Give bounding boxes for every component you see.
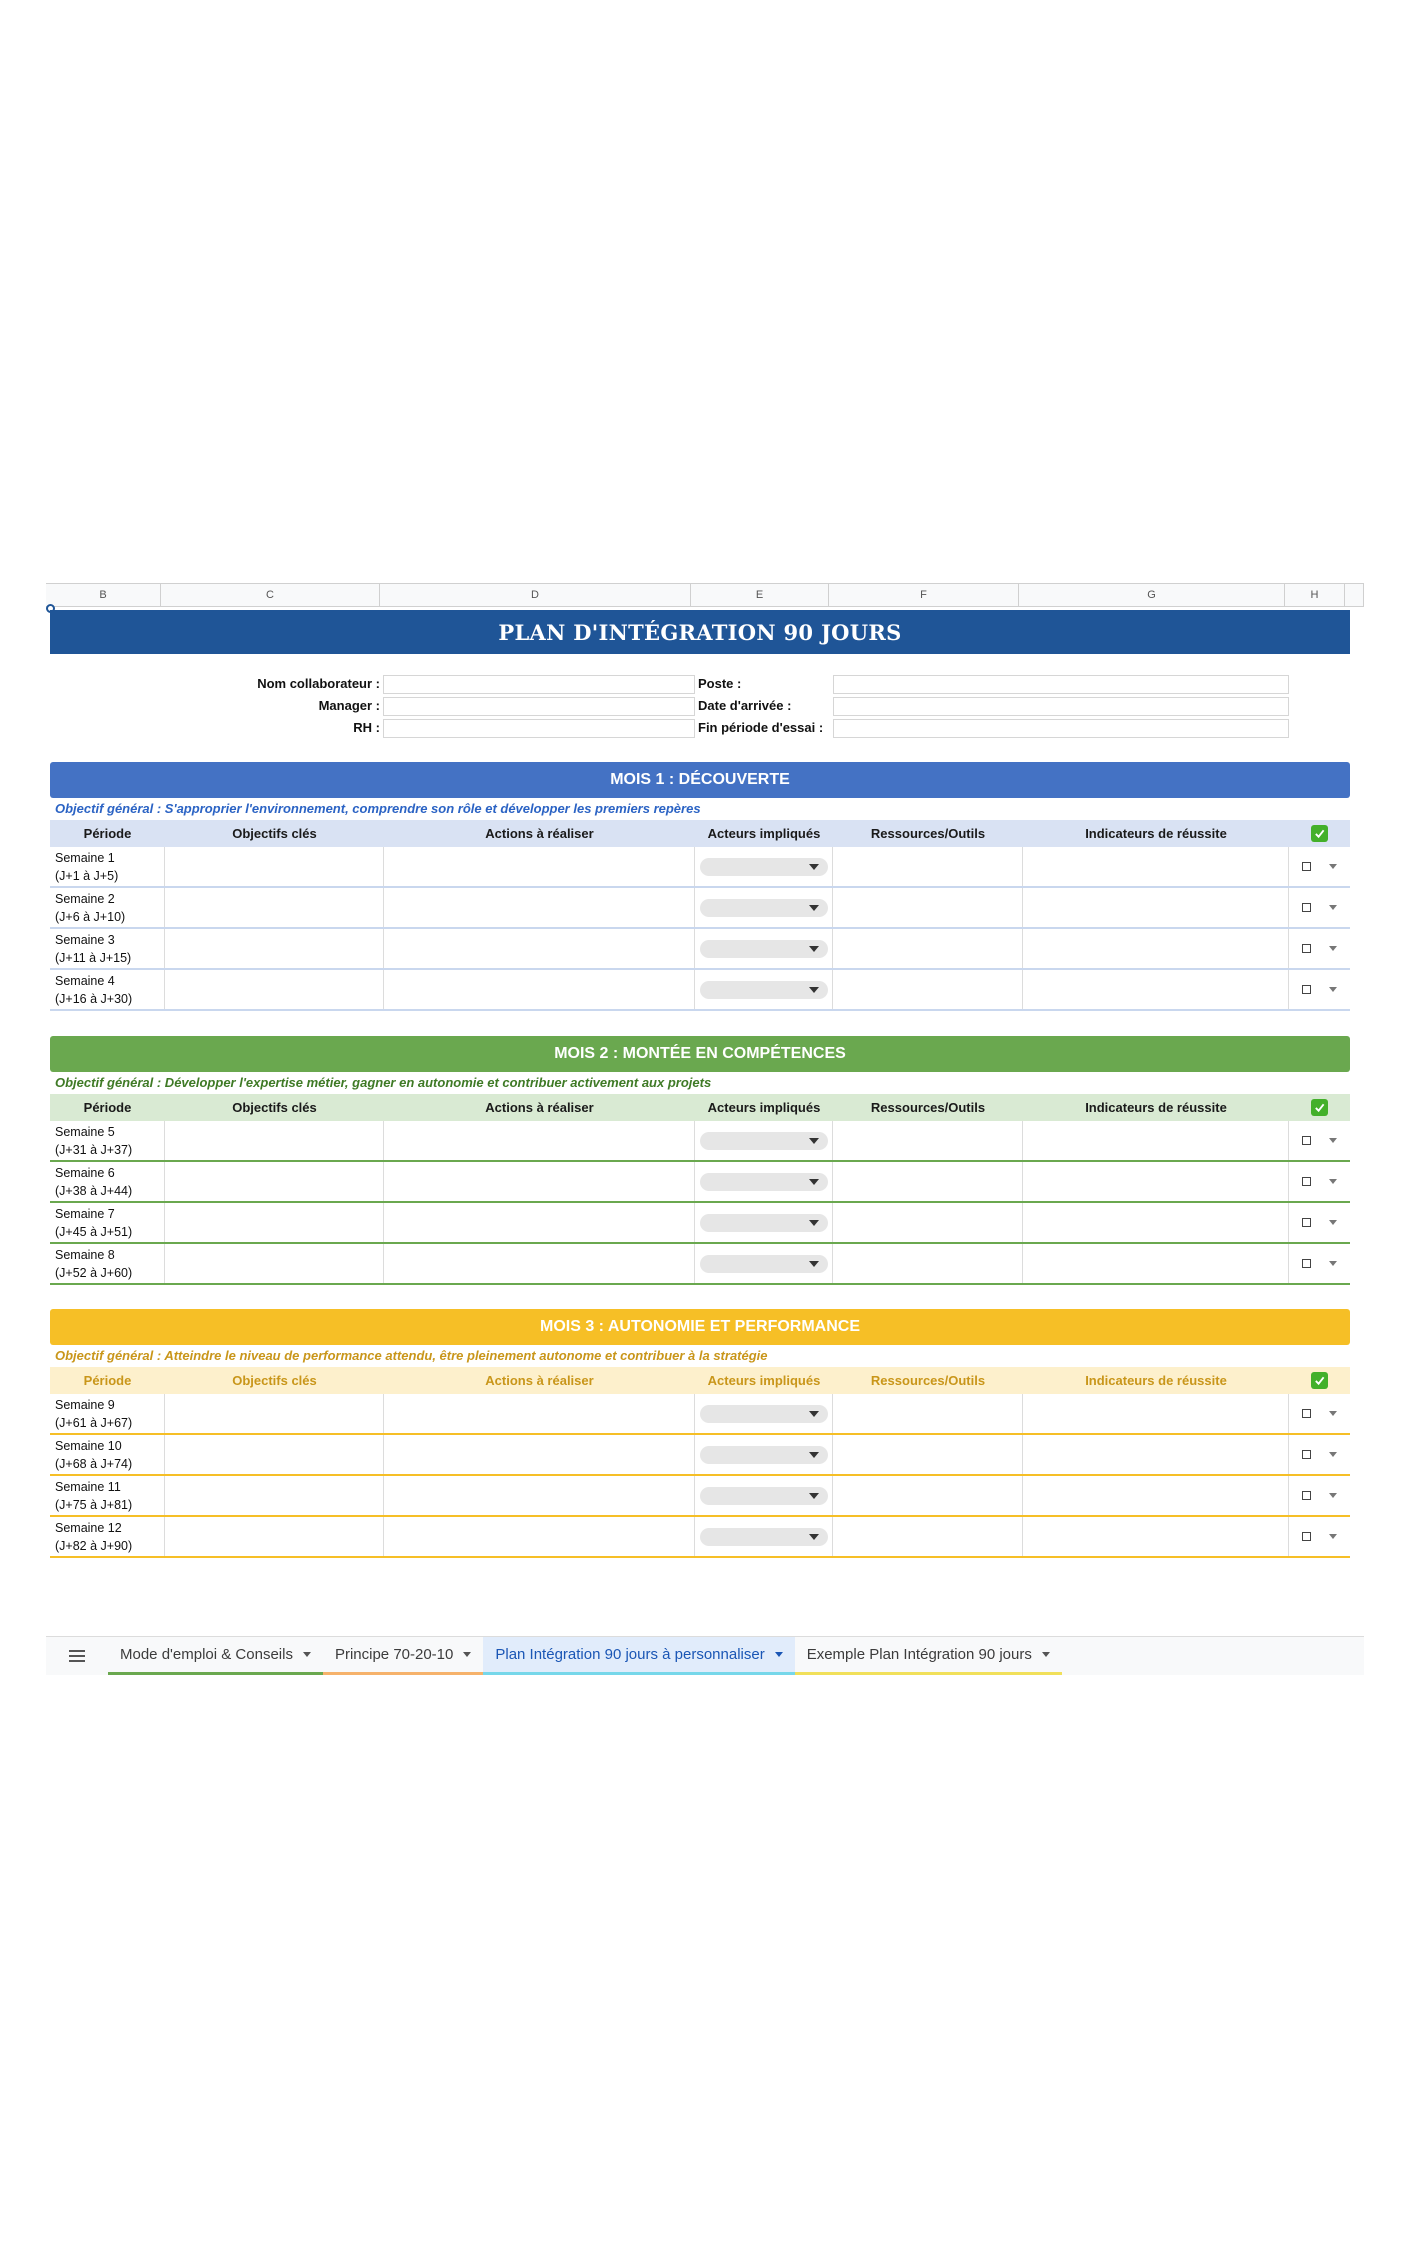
chevron-down-icon: [809, 946, 819, 952]
nom-collaborateur-label: Nom collaborateur :: [257, 676, 380, 691]
checkbox-icon[interactable]: [1302, 1218, 1311, 1227]
acteurs-cell[interactable]: [695, 1121, 833, 1160]
ressources-cell[interactable]: [833, 929, 1023, 968]
header-objectifs: Objectifs clés: [232, 1373, 317, 1388]
column-header-f[interactable]: F: [829, 584, 1019, 606]
table-row: [50, 888, 1350, 929]
header-ressources: Ressources/Outils: [870, 1100, 986, 1115]
month-3-banner: MOIS 3 : AUTONOMIE ET PERFORMANCE: [50, 1309, 1350, 1345]
poste-label: Poste :: [698, 676, 742, 691]
indicateurs-cell[interactable]: [1023, 970, 1289, 1009]
period-cell[interactable]: [50, 1162, 165, 1201]
table-row: [50, 1244, 1350, 1285]
status-cell[interactable]: [1289, 1121, 1349, 1160]
header-objectifs: Objectifs clés: [232, 1100, 317, 1115]
table-row: [50, 1394, 1350, 1435]
period-cell[interactable]: [50, 1476, 165, 1515]
week-range: (J+6 à J+10): [55, 910, 126, 924]
acteurs-dropdown[interactable]: [700, 1255, 828, 1273]
tab-label: Exemple Plan Intégration 90 jours: [806, 1646, 1032, 1663]
acteurs-cell[interactable]: [695, 888, 833, 927]
header-periode: Période: [83, 1373, 132, 1388]
period-cell[interactable]: [50, 970, 165, 1009]
table-row: [50, 970, 1350, 1011]
week-range: (J+1 à J+5): [55, 869, 119, 883]
week-label: Semaine 1: [55, 851, 115, 865]
objectifs-cell[interactable]: [165, 1517, 384, 1556]
nom-collaborateur-field[interactable]: [383, 675, 695, 694]
header-indicateurs: Indicateurs de réussite: [1085, 1373, 1227, 1388]
status-cell[interactable]: [1289, 1162, 1349, 1201]
month-1-banner: MOIS 1 : DÉCOUVERTE: [50, 762, 1350, 798]
table-row: [50, 847, 1350, 888]
checkbox-icon[interactable]: [1302, 1136, 1311, 1145]
month-3-section: [50, 1309, 1350, 1558]
status-cell[interactable]: [1289, 1244, 1349, 1283]
checkbox-icon[interactable]: [1302, 985, 1311, 994]
table-row: [50, 1435, 1350, 1476]
week-label: Semaine 10: [55, 1439, 122, 1453]
status-cell[interactable]: [1289, 1394, 1349, 1433]
table-row: [50, 1162, 1350, 1203]
acteurs-cell[interactable]: [695, 1435, 833, 1474]
month-3-table-header: [50, 1367, 1350, 1394]
table-row: [50, 1121, 1350, 1162]
indicateurs-cell[interactable]: [1023, 1394, 1289, 1433]
chevron-down-icon: [809, 987, 819, 993]
column-header-extra[interactable]: [1345, 584, 1364, 606]
acteurs-cell[interactable]: [695, 847, 833, 886]
month-3-objective: Objectif général : Atteindre le niveau de performance attendu, être pleinement autonome et contribuer à la stratégie: [55, 1348, 768, 1363]
ressources-cell[interactable]: [833, 1121, 1023, 1160]
week-range: (J+52 à J+60): [55, 1266, 133, 1280]
actions-cell[interactable]: [384, 970, 695, 1009]
column-header-row: [46, 583, 1364, 607]
status-cell[interactable]: [1289, 970, 1349, 1009]
week-range: (J+68 à J+74): [55, 1457, 133, 1471]
indicateurs-cell[interactable]: [1023, 1203, 1289, 1242]
sheet-tabs-bar: [46, 1636, 1364, 1675]
ressources-cell[interactable]: [833, 847, 1023, 886]
acteurs-cell[interactable]: [695, 1203, 833, 1242]
column-header-g[interactable]: G: [1019, 584, 1285, 606]
ressources-cell[interactable]: [833, 1476, 1023, 1515]
period-cell[interactable]: [50, 1244, 165, 1283]
acteurs-dropdown[interactable]: [700, 858, 828, 876]
status-cell[interactable]: [1289, 929, 1349, 968]
acteurs-dropdown[interactable]: [700, 1446, 828, 1464]
check-mark-icon: [1311, 1099, 1328, 1116]
chevron-down-icon[interactable]: [1329, 864, 1337, 869]
period-cell[interactable]: [50, 1121, 165, 1160]
actions-cell[interactable]: [384, 1476, 695, 1515]
chevron-down-icon: [809, 1493, 819, 1499]
tab-label: Mode d'emploi & Conseils: [120, 1646, 293, 1663]
period-cell[interactable]: [50, 1435, 165, 1474]
month-2-banner: MOIS 2 : MONTÉE EN COMPÉTENCES: [50, 1036, 1350, 1072]
indicateurs-cell[interactable]: [1023, 1162, 1289, 1201]
actions-cell[interactable]: [384, 1394, 695, 1433]
fin-periode-essai-field[interactable]: [833, 719, 1289, 738]
tab-exemple-plan[interactable]: [795, 1637, 1062, 1675]
status-cell[interactable]: [1289, 847, 1349, 886]
all-sheets-menu-icon[interactable]: [46, 1637, 108, 1675]
checkbox-icon[interactable]: [1302, 1491, 1311, 1500]
week-range: (J+82 à J+90): [55, 1539, 133, 1553]
objectifs-cell[interactable]: [165, 1435, 384, 1474]
actions-cell[interactable]: [384, 1162, 695, 1201]
tab-principe-70-20-10[interactable]: [323, 1637, 483, 1675]
chevron-down-icon[interactable]: [1329, 1411, 1337, 1416]
chevron-down-icon: [809, 1179, 819, 1185]
week-label: Semaine 7: [55, 1207, 115, 1221]
objectifs-cell[interactable]: [165, 1394, 384, 1433]
week-range: (J+16 à J+30): [55, 992, 133, 1006]
week-label: Semaine 4: [55, 974, 115, 988]
period-cell[interactable]: [50, 888, 165, 927]
chevron-down-icon[interactable]: [463, 1652, 471, 1657]
header-acteurs: Acteurs impliqués: [707, 1373, 821, 1388]
chevron-down-icon: [809, 1261, 819, 1267]
acteurs-dropdown[interactable]: [700, 940, 828, 958]
column-header-d[interactable]: D: [380, 584, 691, 606]
week-range: (J+38 à J+44): [55, 1184, 133, 1198]
month-1-objective: Objectif général : S'approprier l'environnement, comprendre son rôle et développer les premiers repères: [55, 801, 701, 816]
actions-cell[interactable]: [384, 929, 695, 968]
chevron-down-icon[interactable]: [1329, 1179, 1337, 1184]
week-range: (J+45 à J+51): [55, 1225, 133, 1239]
manager-label: Manager :: [318, 698, 380, 713]
status-cell[interactable]: [1289, 888, 1349, 927]
indicateurs-cell[interactable]: [1023, 847, 1289, 886]
actions-cell[interactable]: [384, 888, 695, 927]
week-range: (J+61 à J+67): [55, 1416, 133, 1430]
ressources-cell[interactable]: [833, 1162, 1023, 1201]
status-cell[interactable]: [1289, 1517, 1349, 1556]
week-label: Semaine 2: [55, 892, 115, 906]
chevron-down-icon[interactable]: [303, 1652, 311, 1657]
checkbox-icon[interactable]: [1302, 1409, 1311, 1418]
table-row: [50, 1203, 1350, 1244]
checkbox-icon[interactable]: [1302, 1450, 1311, 1459]
rh-field[interactable]: [383, 719, 695, 738]
acteurs-cell[interactable]: [695, 929, 833, 968]
ressources-cell[interactable]: [833, 1394, 1023, 1433]
month-2-section: [50, 1036, 1350, 1285]
indicateurs-cell[interactable]: [1023, 929, 1289, 968]
column-header-b[interactable]: B: [46, 584, 161, 606]
column-header-e[interactable]: E: [691, 584, 829, 606]
chevron-down-icon[interactable]: [1329, 1261, 1337, 1266]
chevron-down-icon[interactable]: [1329, 1220, 1337, 1225]
header-actions: Actions à réaliser: [485, 826, 594, 841]
week-label: Semaine 5: [55, 1125, 115, 1139]
week-range: (J+31 à J+37): [55, 1143, 133, 1157]
indicateurs-cell[interactable]: [1023, 1244, 1289, 1283]
chevron-down-icon[interactable]: [1329, 987, 1337, 992]
chevron-down-icon[interactable]: [1329, 1138, 1337, 1143]
acteurs-cell[interactable]: [695, 1162, 833, 1201]
tab-label: Plan Intégration 90 jours à personnaliser: [495, 1646, 765, 1663]
chevron-down-icon[interactable]: [1329, 946, 1337, 951]
acteurs-cell[interactable]: [695, 1244, 833, 1283]
objectifs-cell[interactable]: [165, 970, 384, 1009]
ressources-cell[interactable]: [833, 1517, 1023, 1556]
acteurs-cell[interactable]: [695, 1517, 833, 1556]
indicateurs-cell[interactable]: [1023, 1121, 1289, 1160]
header-ressources: Ressources/Outils: [870, 826, 986, 841]
manager-field[interactable]: [383, 697, 695, 716]
ressources-cell[interactable]: [833, 1244, 1023, 1283]
actions-cell[interactable]: [384, 1203, 695, 1242]
poste-field[interactable]: [833, 675, 1289, 694]
status-cell[interactable]: [1289, 1203, 1349, 1242]
table-row: [50, 929, 1350, 970]
indicateurs-cell[interactable]: [1023, 1517, 1289, 1556]
acteurs-dropdown[interactable]: [700, 1214, 828, 1232]
objectifs-cell[interactable]: [165, 929, 384, 968]
week-range: (J+75 à J+81): [55, 1498, 133, 1512]
week-label: Semaine 3: [55, 933, 115, 947]
objectifs-cell[interactable]: [165, 1162, 384, 1201]
indicateurs-cell[interactable]: [1023, 1435, 1289, 1474]
chevron-down-icon[interactable]: [775, 1652, 783, 1657]
table-row: [50, 1517, 1350, 1558]
actions-cell[interactable]: [384, 847, 695, 886]
rh-label: RH :: [353, 720, 380, 735]
checkbox-icon[interactable]: [1302, 1532, 1311, 1541]
header-actions: Actions à réaliser: [485, 1100, 594, 1115]
acteurs-dropdown[interactable]: [700, 1528, 828, 1546]
checkbox-icon[interactable]: [1302, 944, 1311, 953]
acteurs-cell[interactable]: [695, 1476, 833, 1515]
period-cell[interactable]: [50, 929, 165, 968]
checkbox-icon[interactable]: [1302, 1177, 1311, 1186]
status-cell[interactable]: [1289, 1435, 1349, 1474]
tab-mode-emploi[interactable]: [108, 1637, 323, 1675]
header-ressources: Ressources/Outils: [870, 1373, 986, 1388]
month-1-section: [50, 762, 1350, 1011]
tab-plan-integration[interactable]: [483, 1637, 794, 1675]
chevron-down-icon[interactable]: [1329, 1493, 1337, 1498]
ressources-cell[interactable]: [833, 970, 1023, 1009]
indicateurs-cell[interactable]: [1023, 888, 1289, 927]
fin-periode-essai-label: Fin période d'essai :: [698, 720, 824, 735]
header-periode: Période: [83, 1100, 132, 1115]
month-2-objective: Objectif général : Développer l'expertise métier, gagner en autonomie et contribuer activement aux projets: [55, 1075, 712, 1090]
objectifs-cell[interactable]: [165, 1121, 384, 1160]
month-1-table-header: [50, 820, 1350, 847]
header-periode: Période: [83, 826, 132, 841]
date-arrivee-label: Date d'arrivée :: [698, 698, 792, 713]
acteurs-dropdown[interactable]: [700, 1132, 828, 1150]
checkbox-icon[interactable]: [1302, 1259, 1311, 1268]
column-header-c[interactable]: C: [161, 584, 380, 606]
week-label: Semaine 9: [55, 1398, 115, 1412]
period-cell[interactable]: [50, 847, 165, 886]
header-check: [1289, 1094, 1349, 1121]
header-acteurs: Acteurs impliqués: [707, 1100, 821, 1115]
acteurs-dropdown[interactable]: [700, 899, 828, 917]
week-range: (J+11 à J+15): [55, 951, 132, 965]
objectifs-cell[interactable]: [165, 1476, 384, 1515]
chevron-down-icon[interactable]: [1042, 1652, 1050, 1657]
chevron-down-icon[interactable]: [1329, 1452, 1337, 1457]
objectifs-cell[interactable]: [165, 1244, 384, 1283]
chevron-down-icon: [809, 1452, 819, 1458]
checkbox-icon[interactable]: [1302, 862, 1311, 871]
ressources-cell[interactable]: [833, 888, 1023, 927]
objectifs-cell[interactable]: [165, 888, 384, 927]
acteurs-cell[interactable]: [695, 970, 833, 1009]
ressources-cell[interactable]: [833, 1203, 1023, 1242]
week-label: Semaine 8: [55, 1248, 115, 1262]
column-header-h[interactable]: H: [1285, 584, 1345, 606]
status-cell[interactable]: [1289, 1476, 1349, 1515]
header-indicateurs: Indicateurs de réussite: [1085, 1100, 1227, 1115]
actions-cell[interactable]: [384, 1517, 695, 1556]
header-acteurs: Acteurs impliqués: [707, 826, 821, 841]
chevron-down-icon: [809, 864, 819, 870]
chevron-down-icon: [809, 1411, 819, 1417]
period-cell[interactable]: [50, 1394, 165, 1433]
acteurs-dropdown[interactable]: [700, 1487, 828, 1505]
check-mark-icon: [1311, 1372, 1328, 1389]
chevron-down-icon: [809, 1220, 819, 1226]
table-row: [50, 1476, 1350, 1517]
objectifs-cell[interactable]: [165, 847, 384, 886]
period-cell[interactable]: [50, 1517, 165, 1556]
check-mark-icon: [1311, 825, 1328, 842]
header-check: [1289, 1367, 1349, 1394]
chevron-down-icon: [809, 1534, 819, 1540]
checkbox-icon[interactable]: [1302, 903, 1311, 912]
week-label: Semaine 11: [55, 1480, 121, 1494]
actions-cell[interactable]: [384, 1435, 695, 1474]
acteurs-dropdown[interactable]: [700, 1173, 828, 1191]
chevron-down-icon: [809, 905, 819, 911]
acteurs-dropdown[interactable]: [700, 1405, 828, 1423]
indicateurs-cell[interactable]: [1023, 1476, 1289, 1515]
actions-cell[interactable]: [384, 1244, 695, 1283]
header-check: [1289, 820, 1349, 847]
page-title: PLAN D'INTÉGRATION 90 JOURS: [50, 610, 1350, 654]
objectifs-cell[interactable]: [165, 1203, 384, 1242]
week-label: Semaine 6: [55, 1166, 115, 1180]
actions-cell[interactable]: [384, 1121, 695, 1160]
chevron-down-icon: [809, 1138, 819, 1144]
chevron-down-icon[interactable]: [1329, 1534, 1337, 1539]
date-arrivee-field[interactable]: [833, 697, 1289, 716]
ressources-cell[interactable]: [833, 1435, 1023, 1474]
header-actions: Actions à réaliser: [485, 1373, 594, 1388]
month-2-table-header: [50, 1094, 1350, 1121]
period-cell[interactable]: [50, 1203, 165, 1242]
header-indicateurs: Indicateurs de réussite: [1085, 826, 1227, 841]
tab-label: Principe 70-20-10: [334, 1646, 454, 1663]
chevron-down-icon[interactable]: [1329, 905, 1337, 910]
acteurs-cell[interactable]: [695, 1394, 833, 1433]
week-label: Semaine 12: [55, 1521, 122, 1535]
acteurs-dropdown[interactable]: [700, 981, 828, 999]
header-objectifs: Objectifs clés: [232, 826, 317, 841]
